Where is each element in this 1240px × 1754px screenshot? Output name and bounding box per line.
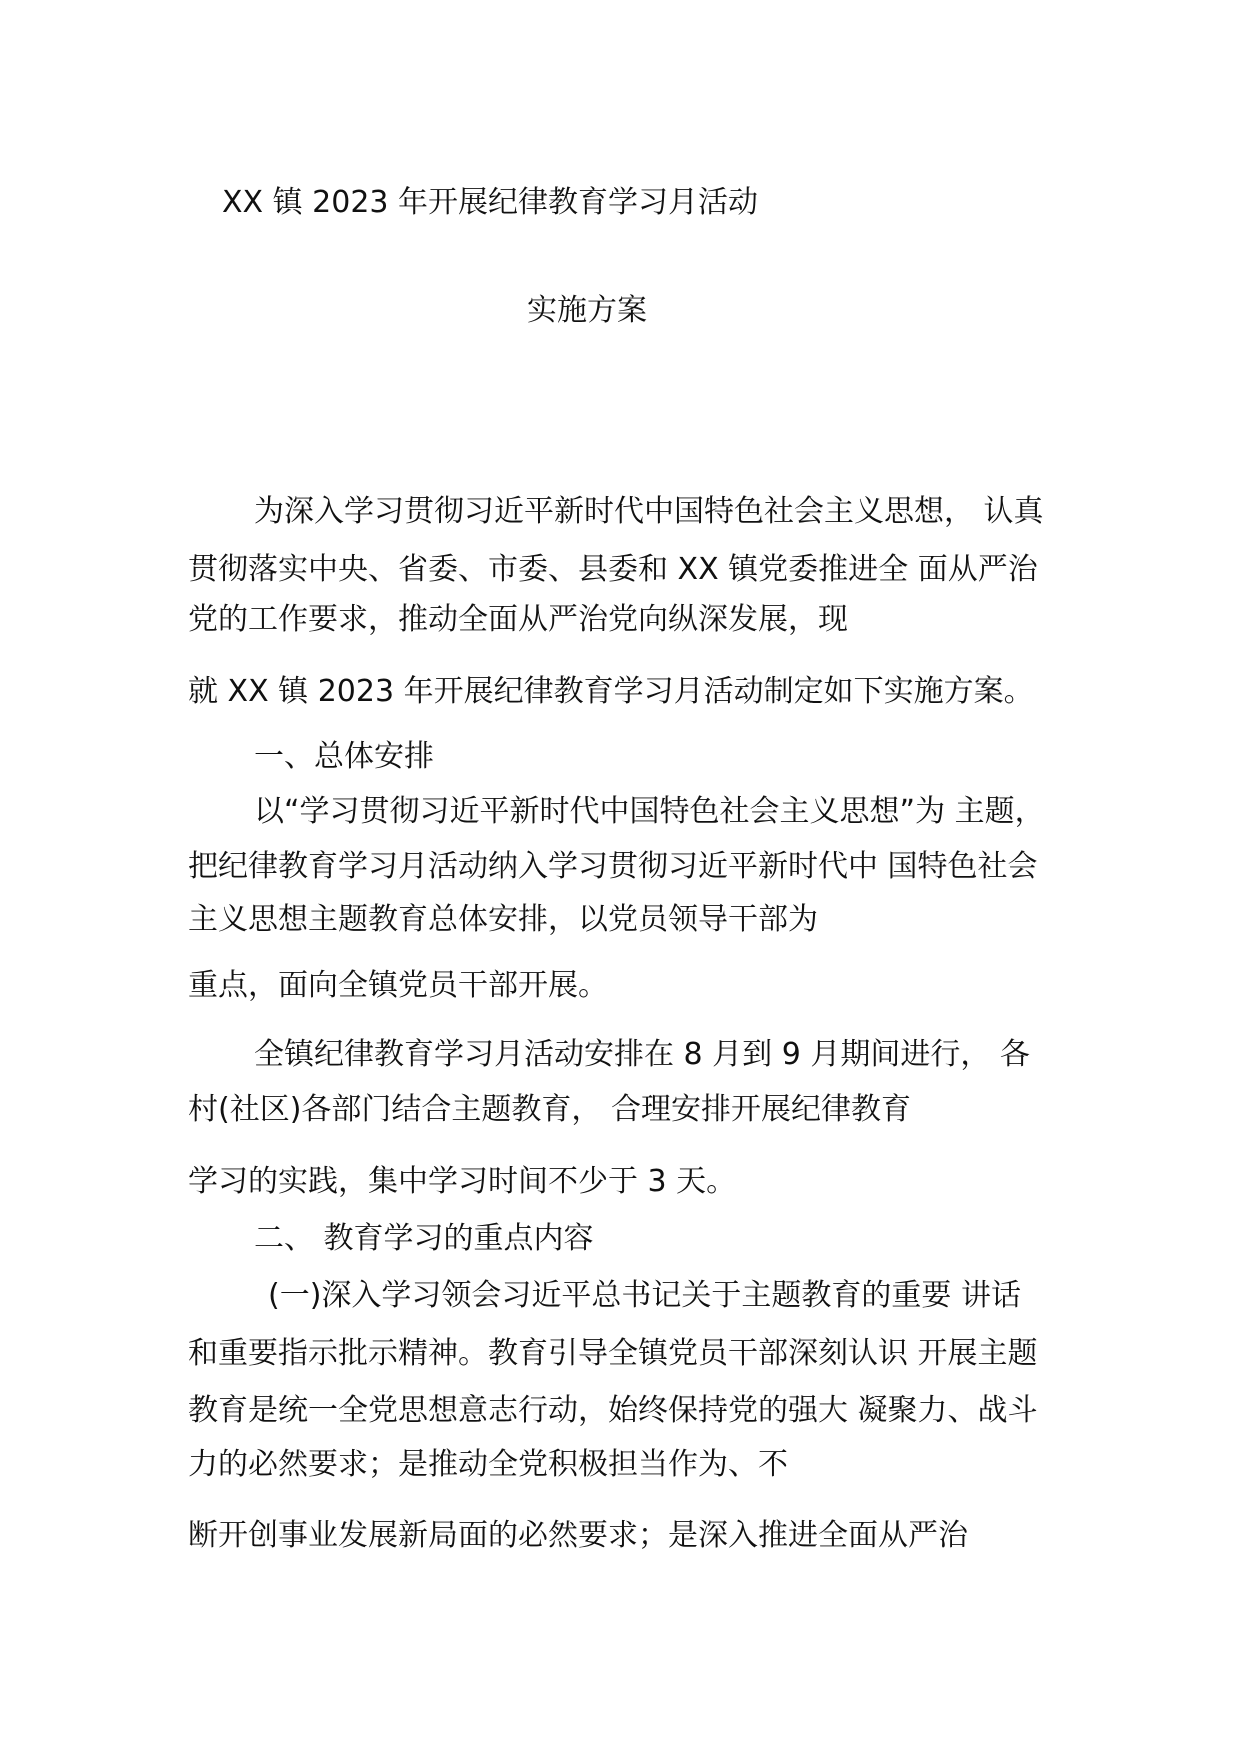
paragraph-line-13: 和重要指示批示精神。教育引导全镇党员干部深刻认识 开展主题 [188, 1336, 1038, 1371]
paragraph-line-4: 就 XX 镇 2023 年开展纪律教育学习月活动制定如下实施方案。 [188, 674, 1034, 709]
paragraph-line-10: 村(社区)各部门结合主题教育， 合理安排开展纪律教育 [188, 1092, 911, 1127]
paragraph-line-5: 以“学习贯彻习近平新时代中国特色社会主义思想”为 主题， [254, 794, 1045, 829]
document-title-line-2: 实施方案 [527, 293, 647, 328]
paragraph-line-12: (一)深入学习领会习近平总书记关于主题教育的重要 讲话 [268, 1278, 1021, 1313]
paragraph-line-14: 教育是统一全党思想意志行动，始终保持党的强大 凝聚力、战斗 [188, 1393, 1038, 1428]
paragraph-line-16: 断开创事业发展新局面的必然要求；是深入推进全面从严治 [188, 1518, 968, 1553]
paragraph-line-9: 全镇纪律教育学习月活动安排在 8 月到 9 月期间进行， 各 [254, 1037, 1030, 1072]
paragraph-line-6: 把纪律教育学习月活动纳入学习贯彻习近平新时代中 国特色社会 [188, 849, 1038, 884]
paragraph-line-2: 贯彻落实中央、省委、市委、县委和 XX 镇党委推进全 面从严治 [188, 552, 1038, 587]
section-heading-1: 一、总体安排 [254, 739, 434, 774]
section-heading-2: 二、 教育学习的重点内容 [254, 1221, 594, 1256]
paragraph-line-1: 为深入学习贯彻习近平新时代中国特色社会主义思想， 认真 [254, 494, 1044, 529]
document-title-line-1: XX 镇 2023 年开展纪律教育学习月活动 [222, 185, 759, 220]
paragraph-line-3: 党的工作要求，推动全面从严治党向纵深发展，现 [188, 602, 848, 637]
paragraph-line-7: 主义思想主题教育总体安排，以党员领导干部为 [188, 902, 818, 937]
paragraph-line-11: 学习的实践，集中学习时间不少于 3 天。 [188, 1164, 737, 1199]
paragraph-line-15: 力的必然要求；是推动全党积极担当作为、不 [188, 1447, 788, 1482]
paragraph-line-8: 重点，面向全镇党员干部开展。 [188, 968, 608, 1003]
